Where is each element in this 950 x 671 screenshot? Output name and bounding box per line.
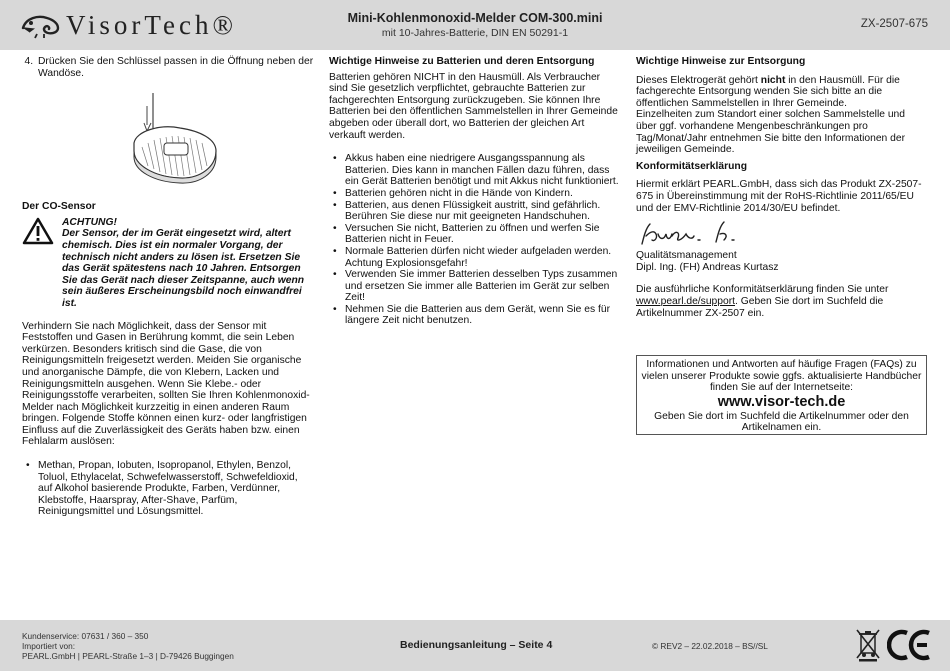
column-left (22, 56, 314, 518)
battery-bullet: • Versuchen Sie nicht, Batterien zu öffnen und werfen Sie Batterien nicht in Feuer. (345, 223, 621, 246)
column-middle (329, 56, 621, 327)
disposal-heading: Wichtige Hinweise zur Entsorgung (636, 56, 806, 67)
footer-address: PEARL.GmbH | PEARL-Straße 1–3 | D-79426 Buggingen (22, 651, 234, 661)
battery-bullet: • Normale Batterien dürfen nicht wieder aufgeladen werden. Achtung Explosionsgefahr! (345, 246, 621, 269)
support-link[interactable]: www.pearl.de/support (636, 295, 736, 307)
brand-name: VisorTech® (66, 9, 237, 40)
battery-intro: Batterien gehören NICHT in den Hausmüll. Als Verbraucher sind Sie gesetzlich verpflichtet, gebrauchte Batterien zur fachgerechten Entsorgung zurückzugeben. Sie können Ihre Batterien bei den öffentlichen Sammelstellen in Ihrer Gemeinde abgeben oder überall dort, wo Batterien der gleichen Art verkauft werden. (329, 71, 618, 141)
product-subtitle: mit 10-Jahres-Batterie, DIN EN 50291-1 (381, 27, 569, 39)
battery-bullet: • Nehmen Sie die Batterien aus dem Gerät, wenn Sie es für längere Zeit nicht benutzen. (345, 304, 621, 327)
footer-marks (855, 628, 933, 662)
chameleon-logo-icon (20, 10, 62, 40)
footer-page-label: Bedienungsanleitung – Seite 4 (400, 639, 553, 651)
footer-revision: © REV2 – 22.02.2018 – BS//SL (652, 641, 768, 651)
battery-bullet: • Batterien, aus denen Flüssigkeit austritt, sind gefährlich. Berühren Sie diese nur mit geeigneten Handschuhen. (345, 200, 621, 223)
signature (636, 218, 928, 250)
support-pre: Die ausführliche Konformitätserklärung finden Sie unter (636, 284, 889, 296)
step-4: 4. Drücken Sie den Schlüssel passen in die Öffnung neben der Wandöse. (36, 56, 314, 79)
support-text (636, 284, 928, 319)
disposal-pre: Dieses Elektrogerät gehört (636, 74, 761, 86)
support-post: . Geben Sie dort im Suchfeld die Artikelnummer ZX-2507 ein. (636, 295, 884, 319)
warning-icon-wrap (22, 217, 62, 310)
battery-bullet: • Akkus haben eine niedrigere Ausgangsspannung als Batterien. Dies kann in manchen Fällen dazu führen, dass ein Gerät Batterien benötigt und mit Akkus nicht funktioniert. (345, 153, 621, 188)
faq-url[interactable]: www.visor-tech.de (717, 393, 846, 410)
footer-importer-label: Importiert von: (22, 641, 76, 651)
substance-item: • Methan, Propan, Iobuten, Isopropanol, Ethylen, Benzol, Toluol, Ethylacelat, Schwefelwasserstoff, Schwefeldioxid, auf Alkohol basierende Produkte, Farben, Verdünner, Klebstoffe, Haarspray, After-Shave, Parfüm, Reinigungsmittel und Lösungsmittel. (38, 460, 314, 518)
disposal-details: Einzelheiten zum Standort einer solchen Sammelstelle und über ggf. vorhandene Mengenbeschränkungen pro Tag/Monat/Jahr entnehmen Sie bitte den Informationen der jeweiligen Gemeinde. (636, 109, 906, 156)
sensor-heading: Der CO-Sensor (22, 201, 96, 213)
footer-contact (22, 631, 234, 661)
battery-bullets (329, 153, 621, 327)
warning-triangle-icon (22, 217, 54, 245)
footer-service: Kundenservice: 07631 / 360 – 350 (22, 631, 149, 641)
faq-hint: Geben Sie dort im Suchfeld die Artikelnummer oder den Artikelnamen ein. (654, 410, 909, 434)
device-illustration (120, 91, 230, 191)
item-number: ZX-2507-675 (860, 18, 928, 30)
conformity-heading: Konformitätserklärung (636, 160, 747, 172)
disposal-bold: nicht (760, 74, 786, 86)
step-list (22, 56, 314, 79)
battery-bullet: • Verwenden Sie immer Batterien desselben Typs zusammen und ersetzen Sie immer alle Batterien im Gerät zur selben Zeit! (345, 269, 621, 304)
conformity-text: Hiermit erklärt PEARL.GmbH, dass sich das Produkt ZX-2507-675 in Übereinstimmung mit der RoHS-Richtlinie 2011/65/EU und der EMV-Richtlinie 2014/30/EU befindet. (636, 179, 922, 214)
disposal-text (636, 75, 928, 110)
sensor-body-text: Verhindern Sie nach Möglichkeit, dass der Sensor mit Feststoffen und Gasen in Berührung kommt, die sein Leben verkürzen. Besonders kritisch sind die Gase, die von Reinigungsmitteln freigesetzt werden. Meiden Sie organische und anorganische Dämpfe, die von Klebern, Lacken und Reinigungsmitteln ausgehen. Wenn Sie Klebe.- oder Reinigungsstoffe verarbeiten, sollten Sie Ihren Kohlenmonoxid-Melder nach Möglichkeit kurzzeitig in einen anderen Raum bringen. Folgende Stoffe können einen kurz- oder langfristigen Einfluss auf die Zuverlässigkeit des Geräts haben bzw. einen Fehlalarm auslösen: (22, 320, 310, 448)
warning-body: Der Sensor, der im Gerät eingesetzt wird, altert chemisch. Dies ist ein normaler Vorgang, der technisch nicht anders zu lösen ist. Ersetzen Sie das Gerät spätestens nach 10 Jahren. Entsorgen Sie das Gerät nach dieser Zeitspanne, auch wenn sein äußeres Erscheinungsbild noch einwandfrei ist. (62, 228, 305, 309)
disposal-post: in den Hausmüll. Für die fachgerechte Entsorgung wenden Sie sich bitte an die öffentlichen Sammelstellen in Ihrer Gemeinde. (636, 74, 900, 109)
key-insert-drawing (120, 91, 230, 191)
substance-list (22, 460, 314, 518)
warning-box (22, 217, 314, 310)
column-right (636, 56, 928, 319)
signature-name: Dipl. Ing. (FH) Andreas Kurtasz (636, 261, 779, 273)
warning-title: ACHTUNG! (62, 216, 117, 228)
faq-text: Informationen und Antworten auf häufige Fragen (FAQs) zu vielen unserer Produkte sowie ggfs. aktualisierte Handbücher finden Sie auf der Internetseite: (641, 359, 922, 394)
crossed-bin-icon (855, 628, 881, 662)
signature-drawing (636, 218, 766, 250)
signature-role: Qualitätsmanagement (636, 250, 737, 262)
faq-box (636, 355, 927, 435)
brand-logo (20, 7, 237, 43)
ce-mark-icon (887, 629, 933, 661)
product-title: Mini-Kohlenmonoxid-Melder COM-300.mini (347, 11, 603, 25)
battery-bullet: • Batterien gehören nicht in die Hände von Kindern. (345, 188, 621, 200)
warning-text (62, 217, 314, 310)
battery-heading: Wichtige Hinweise zu Batterien und deren Entsorgung (329, 56, 595, 67)
